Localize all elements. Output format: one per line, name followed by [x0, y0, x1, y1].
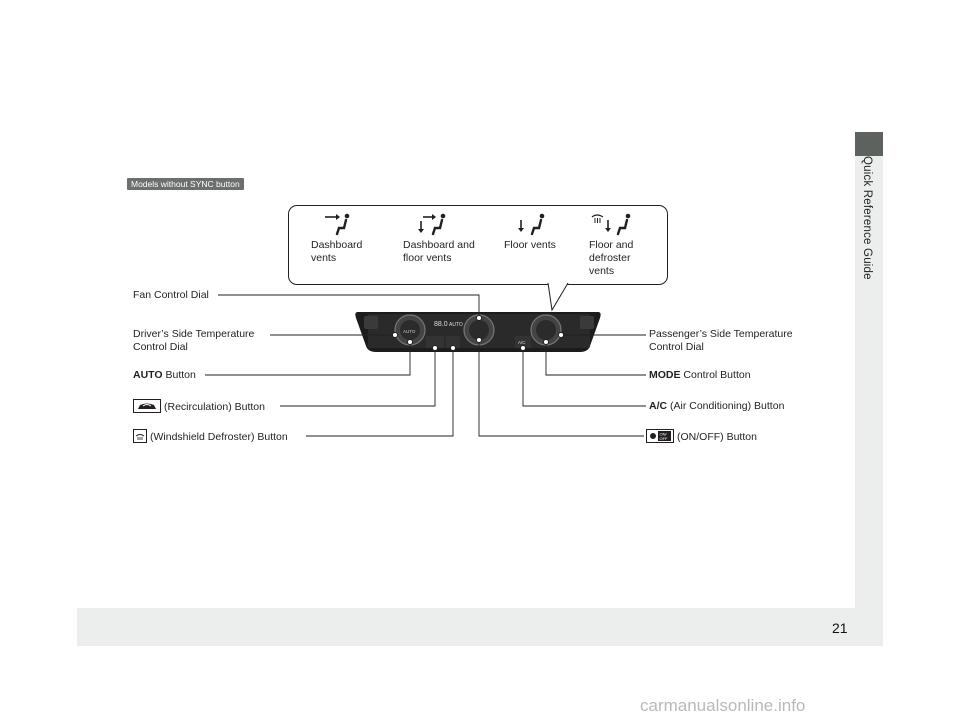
onoff-icon [646, 429, 674, 443]
callout-windshield [133, 430, 288, 444]
callout-mode [649, 369, 751, 382]
leader-onoff [479, 340, 644, 436]
panel-ac-label: A/C [518, 340, 526, 345]
onoff-text: (ON/OFF) Button [677, 430, 757, 443]
panel-display-auto: AUTO [449, 322, 463, 328]
vent-mode-label: Floor and defroster vents [589, 239, 634, 277]
recirculation-icon [133, 399, 161, 413]
auto-label: AUTO [133, 369, 163, 381]
variant-badge: Models without SYNC button [127, 178, 244, 190]
mode-suffix: Control Button [680, 369, 751, 381]
driver-seat-heater-button[interactable] [364, 316, 378, 329]
panel-display-readout: 88.0 [434, 321, 448, 328]
auto-suffix: Button [162, 369, 196, 381]
leader-windshield [306, 348, 453, 436]
svg-text:OFF: OFF [659, 436, 668, 441]
callout-onoff [646, 430, 757, 444]
callout-auto [133, 369, 196, 382]
ac-suffix: (Air Conditioning) Button [667, 400, 785, 412]
windshield-text: (Windshield Defroster) Button [150, 430, 288, 443]
vent-mode-label: Floor vents [504, 239, 556, 251]
svg-text:ON/: ON/ [659, 431, 667, 437]
mode-button[interactable] [536, 320, 556, 340]
mode-label: MODE [649, 369, 681, 381]
onoff-button[interactable] [469, 320, 489, 340]
callout-driver-temp: Driver’s Side Temperature Control Dial [133, 328, 255, 353]
watermark: carmanualsonline.info [640, 696, 806, 715]
vent-mode-label: Dashboard and floor vents [403, 239, 475, 264]
callout-fan-dial: Fan Control Dial [133, 289, 209, 301]
passenger-seat-heater-button[interactable] [580, 316, 594, 329]
callout-ac [649, 400, 784, 413]
recirc-text: (Recirculation) Button [164, 400, 265, 413]
section-label: Quick Reference Guide [861, 156, 873, 280]
leader-recirc [280, 348, 435, 406]
dial-auto-label: AUTO [403, 329, 416, 334]
ac-label: A/C [649, 400, 668, 412]
vent-mode-label: Dashboard vents [311, 239, 363, 264]
callout-passenger-temp: Passenger’s Side Temperature Control Dial [649, 328, 793, 353]
leader-ac [523, 348, 646, 406]
page-number: 21 [832, 620, 848, 636]
windshield-defroster-icon [133, 429, 147, 443]
callout-recirc [133, 400, 265, 414]
